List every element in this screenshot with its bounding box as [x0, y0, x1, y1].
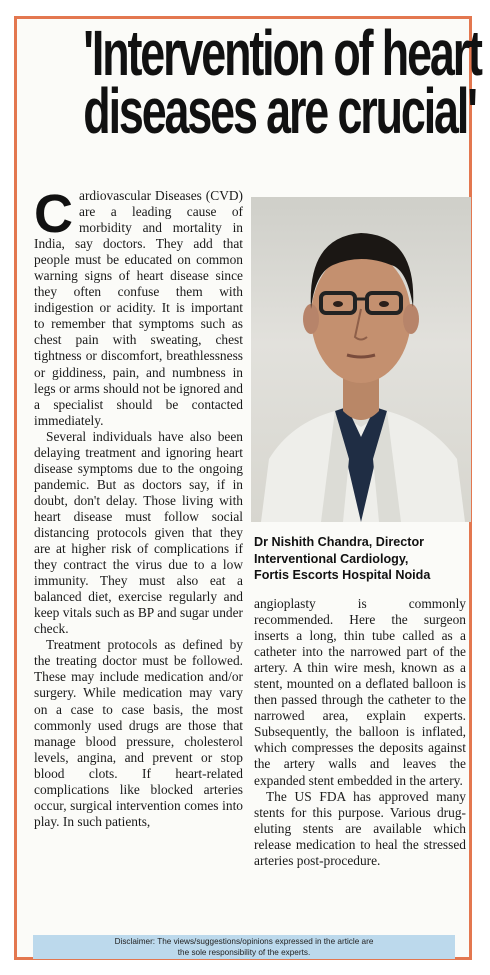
paragraph-1-text: ardiovascular Diseases (CVD) are a leading cause of morbidity and mortality in India, say doctors. They add that people must be educated on common warning signs of heart disease since they often confuse them with indigestion or acidity. It is important to remember that symptoms such as chest pain with sweating, chest tightness or discomfort, breathlessness or giddiness, pain, and numbness in legs or arms should not be ignored and a specialist should be contacted immediately.: [34, 188, 243, 428]
article-right-column: [254, 596, 466, 869]
paragraph-2: Several individuals have also been delaying treatment and ignoring heart disease symptoms due to the ongoing pandemic. But as doctors say, if in doubt, don't delay. Those living with heart disease must follow social distancing protocols given that they are at higher risk of complications if they contract the virus due to a low immunity. They must also eat a balanced diet, exercise regularly and keep vitals such as BP and sugar under check.: [34, 428, 243, 637]
article-left-column: [34, 184, 243, 830]
paragraph-1: [34, 184, 243, 429]
caption-line-1: Dr Nishith Chandra, Director: [254, 535, 425, 549]
drop-cap: C: [34, 184, 73, 244]
headline-line-1: 'Intervention of heart: [83, 17, 481, 89]
caption-line-2: Interventional Cardiology,: [254, 551, 409, 566]
disclaimer-box: [33, 935, 455, 959]
paragraph-3: Treatment protocols as defined by the treating doctor must be followed. These may include medication and/or surgery. While medication may vary on a case to case basis, the most commonly used drugs are those that manage blood pressure, cholesterol levels, angina, and prevent or stop blood clots. If heart-related complications like blocked arteries occur, surgical intervention comes into play. In such patients,: [34, 637, 243, 829]
headline: [83, 17, 481, 147]
doctor-portrait-illustration: [251, 197, 471, 522]
disclaimer-line-2: the sole responsibility of the experts.: [177, 947, 311, 957]
headline-line-2: diseases are crucial': [83, 75, 476, 147]
caption-line-3: Fortis Escorts Hospital Noida: [254, 568, 431, 582]
paragraph-4: angioplasty is commonly recommended. Here the surgeon inserts a long, thin tube called as a catheter into the narrowed part of the artery. A thin wire mesh, known as a stent, mounted on a deflated balloon is then passed through the catheter to the narrowed area, explain experts. Subsequently, the balloon is inflated, which compresses the deposits against the artery walls and leaves the expanded stent embedded in the artery.: [254, 596, 466, 788]
disclaimer-line-1: Disclaimer: The views/suggestions/opinions expressed in the article are: [114, 937, 374, 946]
paragraph-5: The US FDA has approved many stents for this purpose. Various drug-eluting stents are available which release medication to heal the stressed arteries post-procedure.: [254, 788, 466, 868]
doctor-portrait-photo: [251, 197, 471, 522]
photo-caption: [254, 534, 469, 584]
